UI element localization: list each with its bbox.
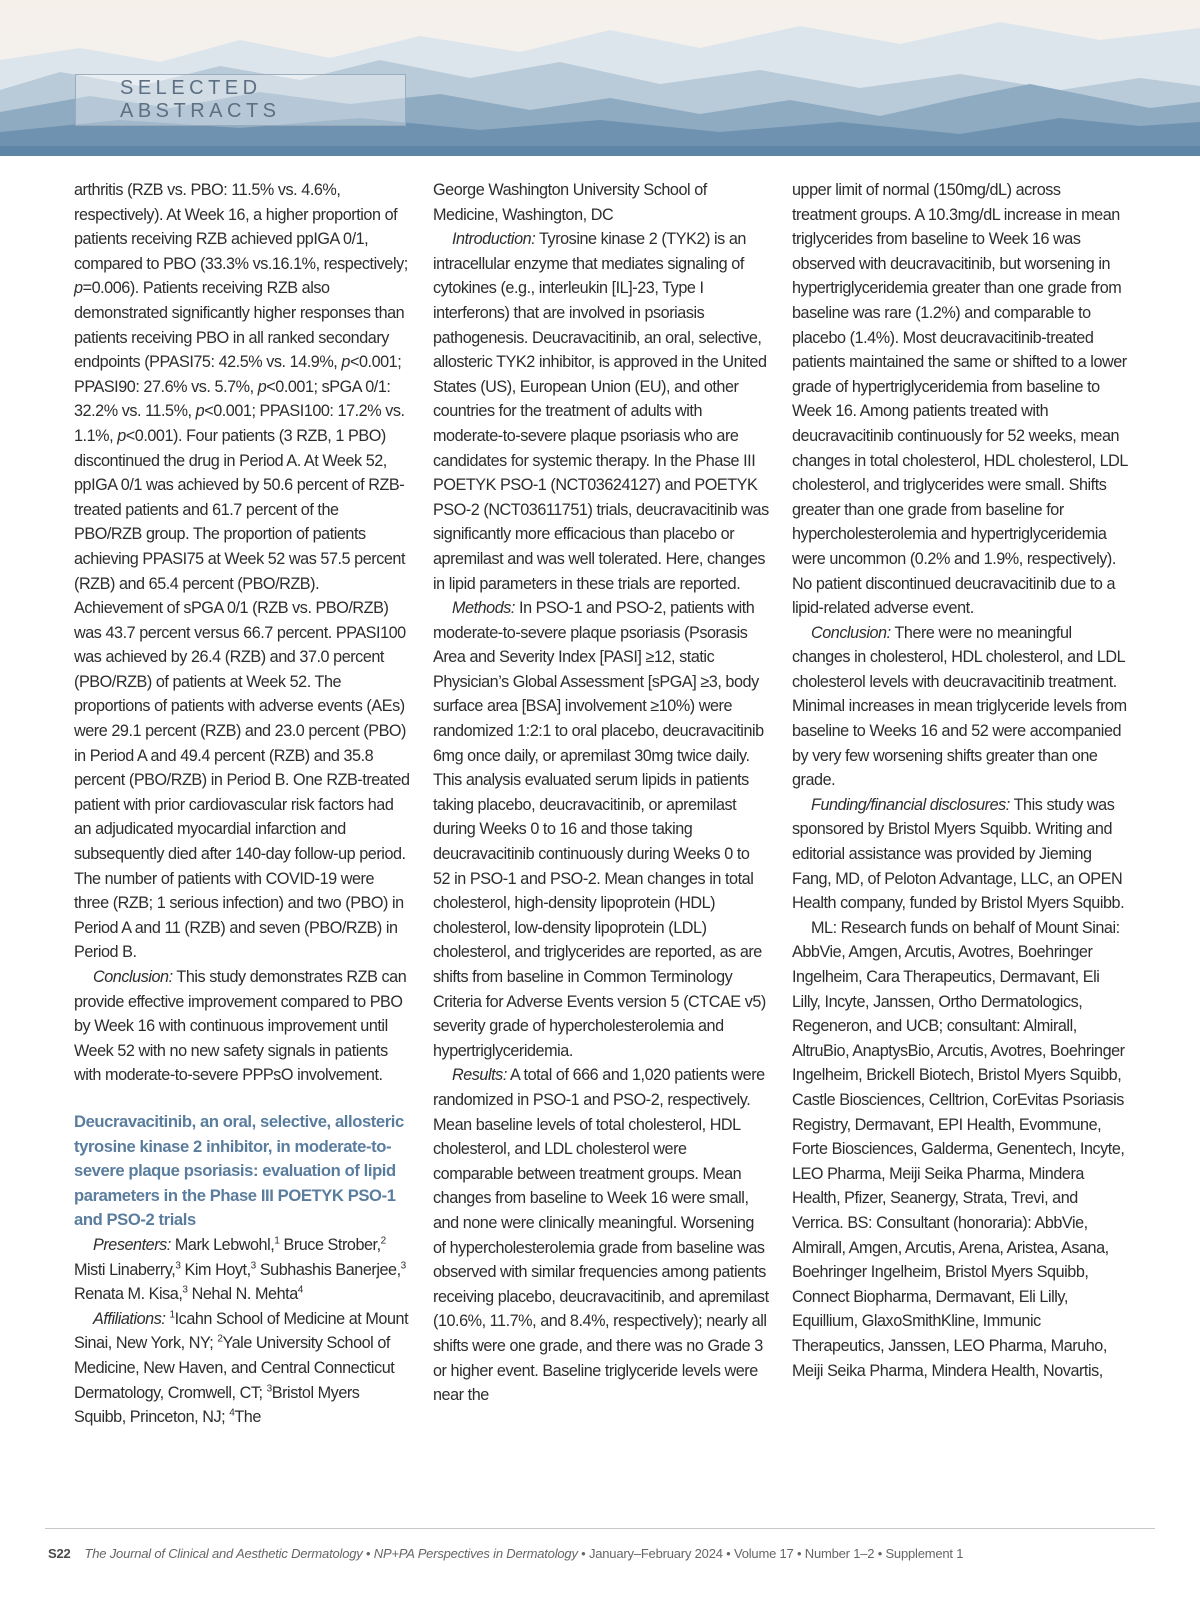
- conclusion-paragraph-2: Conclusion: There were no meaningful changes in cholesterol, HDL cholesterol, and LDL cholesterol levels with deucravacitinib treatment. Minimal increases in mean triglyceride levels from baseline to Weeks 16 and 52 were accompanied by very few worsening shifts greater than one grade.: [792, 623, 1127, 790]
- footer-divider: [45, 1528, 1155, 1529]
- journal-subtitle: NP+PA Perspectives in Dermatology: [373, 1546, 578, 1561]
- text-column-2: [433, 178, 769, 1408]
- results-continued: upper limit of normal (150mg/dL) across treatment groups. A 10.3mg/dL increase in mean triglycerides from baseline to Week 16 was observed with deucravacitinib, but worsening in hypertriglyceridemia greater than one grade from baseline was rare (1.2%) and comparable to placebo (1.4%). Most deucravacitinib-treated patients maintained the same or shifted to a lower grade of hypertriglyceridemia from baseline to Week 16. Among patients treated with deucravacitinib continuously for 52 weeks, mean changes in total cholesterol, HDL cholesterol, LDL cholesterol, and triglycerides were small. Shifts greater than one grade from baseline for hypercholesterolemia and hypertriglyceridemia were uncommon (0.2% and 1.9%, respectively). No patient discontinued deucravacitinib due to a lipid-related adverse event.: [792, 181, 1128, 618]
- text-column-1: [74, 178, 410, 1430]
- conclusion-paragraph: Conclusion: This study demonstrates RZB can provide effective improvement compared to PBO by Week 16 with continuous improvement until Week 52 with no new safety signals in patients with moderate-to-severe PPPsO involvement.: [74, 968, 407, 1085]
- disclosures-paragraph: ML: Research funds on behalf of Mount Sinai: AbbVie, Amgen, Arcutis, Avotres, Boehringer Ingelheim, Cara Therapeutics, Dermavant, Eli Lilly, Incyte, Janssen, Ortho Dermatologics, Regeneron, and UCB; consultant: Almirall, AltruBio, AnaptysBio, Arcutis, Avotres, Boehringer Ingelheim, Brickell Biotech, Bristol Myers Squibb, Castle Biosciences, Celltrion, CorEvitas Psoriasis Registry, Dermavant, EPI Health, Evommune, Forte Biosciences, Galderma, Genentech, Incyte, LEO Pharma, Meiji Seika Pharma, Mindera Health, Pfizer, Seanergy, Strata, Trevi, and Verrica. BS: Consultant (honoraria): AbbVie, Almirall, Amgen, Arcutis, Arena, Aristea, Asana, Boehringer Ingelheim, Bristol Myers Squibb, Connect Biopharma, Dermavant, Eli Lilly, Equillium, GlaxoSmithKline, Immunic Therapeutics, Janssen, LEO Pharma, Maruho, Meiji Seika Pharma, Mindera Health, Novartis,: [792, 918, 1125, 1380]
- page-number: S22: [48, 1546, 71, 1561]
- header-banner: [0, 0, 1200, 156]
- results-paragraph-2: Results: A total of 666 and 1,020 patients were randomized in PSO-1 and PSO-2, respectively. Mean baseline levels of total cholesterol, HDL cholesterol, and LDL cholesterol were comparable between treatment groups. Mean changes from baseline to Week 16 were small, and none were clinically meaningful. Worsening of hypercholesterolemia grade from baseline was observed with similar frequencies among patients receiving placebo, deucravacitinib, and apremilast (10.6%, 11.7%, and 8.4%, respectively); nearly all shifts were one grade, and there was no Grade 3 or higher event. Baseline triglyceride levels were near the: [433, 1066, 769, 1405]
- page-footer: [48, 1546, 1158, 1561]
- article-title: Deucravacitinib, an oral, selective, allosteric tyrosine kinase 2 inhibitor, in moderate-to-severe plaque psoriasis: evaluation of lipid parameters in the Phase III POETYK PSO-1 and PSO-2 trials: [74, 1111, 404, 1230]
- text-column-3: [792, 178, 1128, 1383]
- presenters-paragraph: Presenters: Mark Lebwohl,$^1$ Bruce Strober,$^2$ Misti Linaberry,$^3$ Kim Hoyt,$^3$ Subhashis Banerjee,$^3$ Renata M. Kisa,$^3$ Nehal N. Mehta$^4$: [74, 1235, 406, 1304]
- funding-paragraph: Funding/financial disclosures: This study was sponsored by Bristol Myers Squibb. Writing and editorial assistance was provided by Jieming Fang, MD, of Peloton Advantage, LLC, an OPEN Health company, funded by Bristol Myers Squibb.: [792, 795, 1125, 913]
- affiliations-paragraph: Affiliations: $^1$Icahn School of Medicine at Mount Sinai, New York, NY; $^2$Yale University School of Medicine, New Haven, and Central Connecticut Dermatology, Cromwell, CT; $^3$Bristol Myers Squibb, Princeton, NJ; $^4$The: [74, 1309, 409, 1427]
- section-label: SELECTED ABSTRACTS: [75, 74, 406, 126]
- issue-info: • January–February 2024 • Volume 17 • Number 1–2 • Supplement 1: [577, 1546, 964, 1561]
- results-paragraph: arthritis (RZB vs. PBO: 11.5% vs. 4.6%, respectively). At Week 16, a higher proportion of patients receiving RZB achieved ppIGA 0/1, compared to PBO (33.3% vs.16.1%, respectively; p=0.006). Patients receiving RZB also demonstrated significantly higher responses than patients receiving PBO in all ranked secondary endpoints (PPASI75: 42.5% vs. 14.9%, p<0.001; PPASI90: 27.6% vs. 5.7%, p<0.001; sPGA 0/1: 32.2% vs. 11.5%, p<0.001; PPASI100: 17.2% vs. 1.1%, p<0.001). Four patients (3 RZB, 1 PBO) discontinued the drug in Period A. At Week 52, ppIGA 0/1 was achieved by 50.6 percent of RZB-treated patients and 61.7 percent of the PBO/RZB group. The proportion of patients achieving PPASI75 at Week 52 was 57.5 percent (RZB) and 65.4 percent (PBO/RZB). Achievement of sPGA 0/1 (RZB vs. PBO/RZB) was 43.7 percent versus 66.7 percent. PPASI100 was achieved by 26.4 (RZB) and 37.0 percent (PBO/RZB) of patients at Week 52. The proportions of patients with adverse events (AEs) were 29.1 percent (RZB) and 23.0 percent (PBO) in Period A and 49.4 percent (RZB) and 35.8 percent (PBO/RZB) in Period B. One RZB-treated patient with prior cardiovascular risk factors had an adjudicated myocardial infarction and subsequently died after 140-day follow-up period. The number of patients with COVID-19 were three (RZB; 1 serious infection) and two (PBO) in Period A and 11 (RZB) and seven (PBO/RZB) in Period B.: [74, 181, 410, 962]
- journal-name: The Journal of Clinical and Aesthetic Dermatology: [84, 1546, 363, 1561]
- affiliation-continued: George Washington University School of Medicine, Washington, DC: [433, 181, 707, 224]
- introduction-paragraph: Introduction: Tyrosine kinase 2 (TYK2) is an intracellular enzyme that mediates signaling of cytokines (e.g., interleukin [IL]-23, Type I interferons) that are involved in psoriasis pathogenesis. Deucravacitinib, an oral, selective, allosteric TYK2 inhibitor, is approved in the United States (US), European Union (EU), and other countries for the treatment of adults with moderate-to-severe plaque psoriasis who are candidates for systemic therapy. In the Phase III POETYK PSO-1 (NCT03624127) and POETYK PSO-2 (NCT03611751) trials, deucravacitinib was significantly more efficacious than placebo or apremilast and was well tolerated. Here, changes in lipid parameters in these trials are reported.: [433, 230, 769, 593]
- methods-paragraph: Methods: In PSO-1 and PSO-2, patients with moderate-to-severe plaque psoriasis (Psorasis Area and Severity Index [PASI] ≥12, static Physician’s Global Assessment [sPGA] ≥3, body surface area [BSA] involvement ≥10%) were randomized 1:2:1 to oral placebo, deucravacitinib 6mg once daily, or apremilast 30mg twice daily. This analysis evaluated serum lipids in patients taking placebo, deucravacitinib, or apremilast during Weeks 0 to 16 and those taking deucravacitinib continuously during Weeks 0 to 52 in PSO-1 and PSO-2. Mean changes in total cholesterol, high-density lipoprotein (HDL) cholesterol, low-density lipoprotein (LDL) cholesterol, and triglycerides are reported, as are shifts from baseline in Common Terminology Criteria for Adverse Events version 5 (CTCAE v5) severity grade of hypercholesterolemia and hypertriglyceridemia.: [433, 599, 766, 1060]
- footer-separator: •: [362, 1546, 374, 1561]
